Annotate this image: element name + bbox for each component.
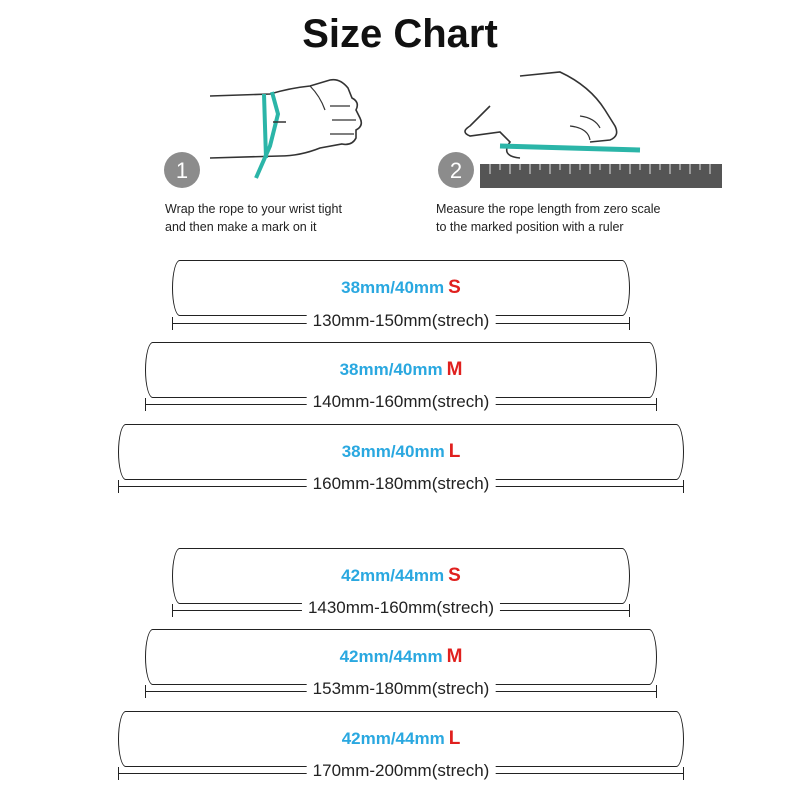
step-1-caption: [165, 200, 342, 236]
case-size: 42mm/44mm: [341, 729, 445, 748]
step-1-caption-line-1: Wrap the rope to your wrist tight: [165, 202, 342, 216]
step-1-number: 1: [175, 158, 189, 183]
band-label: [146, 359, 656, 381]
measure-42-44-s: [172, 599, 630, 623]
size-range: 160mm-180mm(strech): [307, 474, 496, 494]
step-1-illustration: [160, 66, 463, 196]
case-size: 38mm/40mm: [339, 360, 443, 379]
size-range: 170mm-200mm(strech): [307, 761, 496, 781]
step-1-caption-line-2: and then make a mark on it: [165, 220, 317, 234]
size-range: 130mm-150mm(strech): [307, 311, 496, 331]
band-38-40-m: [145, 342, 657, 398]
band-label: [119, 441, 683, 463]
measure-38-40-s: [172, 312, 630, 336]
band-38-40-l: [118, 424, 684, 480]
band-label: [119, 728, 683, 750]
page-title: Size Chart: [302, 12, 498, 56]
case-size: 42mm/44mm: [341, 566, 445, 585]
band-size: S: [448, 277, 461, 298]
wrist-wrap-illustration: [160, 66, 463, 196]
band-size: L: [448, 728, 461, 749]
band-size: M: [446, 646, 463, 667]
band-42-44-m: [145, 629, 657, 685]
measure-38-40-m: [145, 393, 657, 417]
measure-38-40-l: [118, 475, 684, 499]
case-size: 42mm/44mm: [339, 647, 443, 666]
size-range: 140mm-160mm(strech): [307, 392, 496, 412]
step-2-caption: [436, 200, 660, 236]
band-38-40-s: [172, 260, 630, 316]
measure-42-44-l: [118, 762, 684, 786]
step-2-caption-line-2: to the marked position with a ruler: [436, 220, 624, 234]
step-2-number: 2: [449, 158, 463, 183]
measure-42-44-m: [145, 680, 657, 704]
case-size: 38mm/40mm: [341, 442, 445, 461]
band-label: [173, 565, 629, 587]
band-size: M: [446, 359, 463, 380]
band-42-44-s: [172, 548, 630, 604]
band-size: L: [448, 441, 461, 462]
case-size: 38mm/40mm: [341, 278, 445, 297]
band-label: [146, 646, 656, 668]
ruler-measure-illustration: [430, 66, 730, 196]
size-range: 1430mm-160mm(strech): [302, 598, 500, 618]
band-42-44-l: [118, 711, 684, 767]
band-label: [173, 277, 629, 299]
step-2-illustration: [430, 66, 730, 196]
size-range: 153mm-180mm(strech): [307, 679, 496, 699]
step-2-caption-line-1: Measure the rope length from zero scale: [436, 202, 661, 216]
band-size: S: [448, 565, 461, 586]
